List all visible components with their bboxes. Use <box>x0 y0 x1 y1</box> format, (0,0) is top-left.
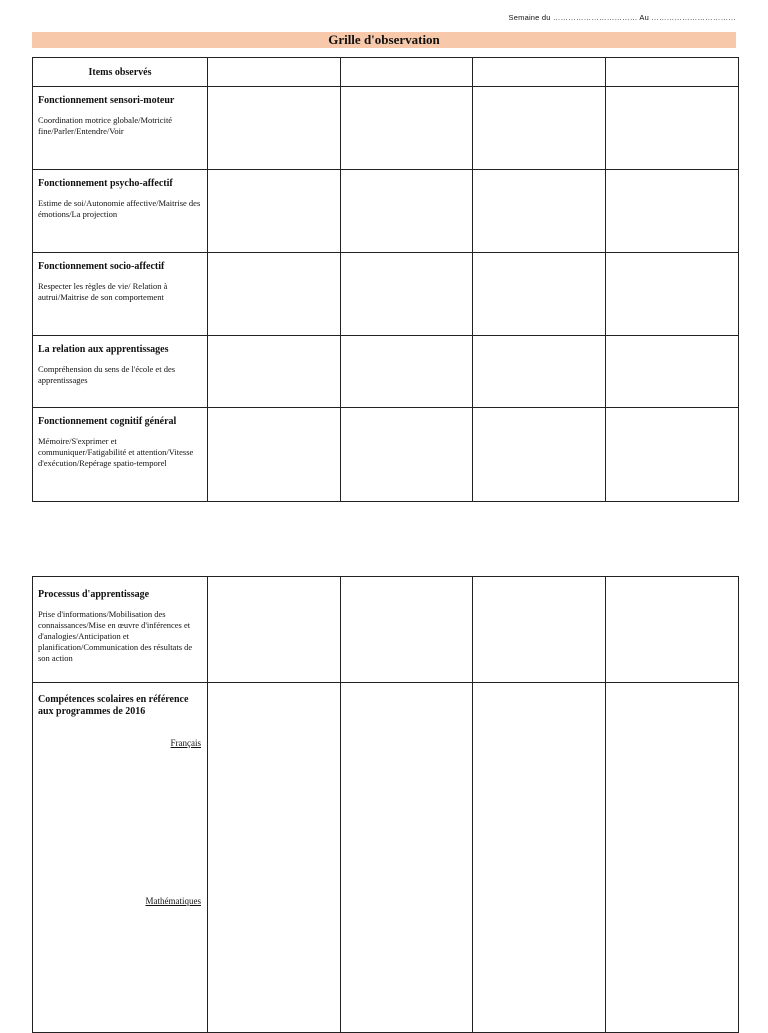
item-cell <box>33 683 208 1033</box>
table-row <box>33 87 739 170</box>
table-header-row <box>33 58 739 87</box>
observation-cell[interactable] <box>473 408 606 502</box>
week-range-line: Semaine du …………………………… Au …………………………… <box>508 13 736 22</box>
observation-cell[interactable] <box>341 683 473 1033</box>
item-description: Compréhension du sens de l'école et des apprentissages <box>38 364 176 385</box>
observation-cell[interactable] <box>208 336 341 408</box>
subject-label-mathematiques: Mathématiques <box>145 896 201 906</box>
item-description: Prise d'informations/Mobilisation des connaissances/Mise en œuvre d'inférences et d'analogies/Anticipation et planification/Communication des résultats de son action <box>38 609 193 663</box>
item-cell <box>33 170 208 253</box>
observation-cell[interactable] <box>341 577 473 683</box>
item-description: Mémoire/S'exprimer et communiquer/Fatigabilité et attention/Vitesse d'exécution/Repérage spatio-temporel <box>38 436 194 468</box>
observation-cell[interactable] <box>341 87 473 170</box>
observation-cell[interactable] <box>341 336 473 408</box>
table-row <box>33 170 739 253</box>
observation-cell[interactable] <box>208 170 341 253</box>
item-description: Coordination motrice globale/Motricité fine/Parler/Entendre/Voir <box>38 115 173 136</box>
item-title: Fonctionnement cognitif général <box>38 416 177 427</box>
observation-cell[interactable] <box>208 87 341 170</box>
observation-cell[interactable] <box>473 683 606 1033</box>
item-description: Respecter les règles de vie/ Relation à autrui/Maitrise de son comportement <box>38 281 168 302</box>
observation-cell[interactable] <box>341 58 473 87</box>
observation-cell[interactable] <box>606 87 739 170</box>
observation-cell[interactable] <box>473 58 606 87</box>
item-title: La relation aux apprentissages <box>38 344 169 355</box>
observation-cell[interactable] <box>208 408 341 502</box>
observation-cell[interactable] <box>341 170 473 253</box>
observation-cell[interactable] <box>473 253 606 336</box>
item-title: Fonctionnement psycho-affectif <box>38 178 173 189</box>
item-cell <box>33 336 208 408</box>
observation-cell[interactable] <box>473 87 606 170</box>
observation-cell[interactable] <box>606 408 739 502</box>
observation-cell[interactable] <box>606 253 739 336</box>
observation-cell[interactable] <box>208 58 341 87</box>
item-cell <box>33 87 208 170</box>
item-title: Fonctionnement sensori-moteur <box>38 95 175 106</box>
table-row <box>33 336 739 408</box>
subject-label-francais: Français <box>170 738 201 748</box>
observation-cell[interactable] <box>606 170 739 253</box>
observation-cell[interactable] <box>341 253 473 336</box>
observation-cell[interactable] <box>606 336 739 408</box>
observation-cell[interactable] <box>606 577 739 683</box>
table-row <box>33 408 739 502</box>
observation-cell[interactable] <box>473 577 606 683</box>
item-title: Processus d'apprentissage <box>38 589 150 600</box>
column-header-items: Items observés <box>33 58 208 87</box>
observation-cell[interactable] <box>473 170 606 253</box>
item-cell <box>33 577 208 683</box>
observation-cell[interactable] <box>208 683 341 1033</box>
observation-cell[interactable] <box>341 408 473 502</box>
observation-table <box>32 57 739 502</box>
item-cell <box>33 253 208 336</box>
observation-cell[interactable] <box>208 253 341 336</box>
observation-table-continued <box>32 576 739 1033</box>
item-title: Fonctionnement socio-affectif <box>38 261 165 272</box>
table-row <box>33 577 739 683</box>
table-row <box>33 683 739 1033</box>
item-title: Compétences scolaires en référence aux programmes de 2016 <box>38 694 189 717</box>
observation-cell[interactable] <box>208 577 341 683</box>
observation-cell[interactable] <box>606 58 739 87</box>
item-description: Estime de soi/Autonomie affective/Maitrise des émotions/La projection <box>38 198 201 219</box>
table-row <box>33 253 739 336</box>
page-title: Grille d'observation <box>32 32 736 48</box>
observation-cell[interactable] <box>606 683 739 1033</box>
observation-cell[interactable] <box>473 336 606 408</box>
item-cell <box>33 408 208 502</box>
